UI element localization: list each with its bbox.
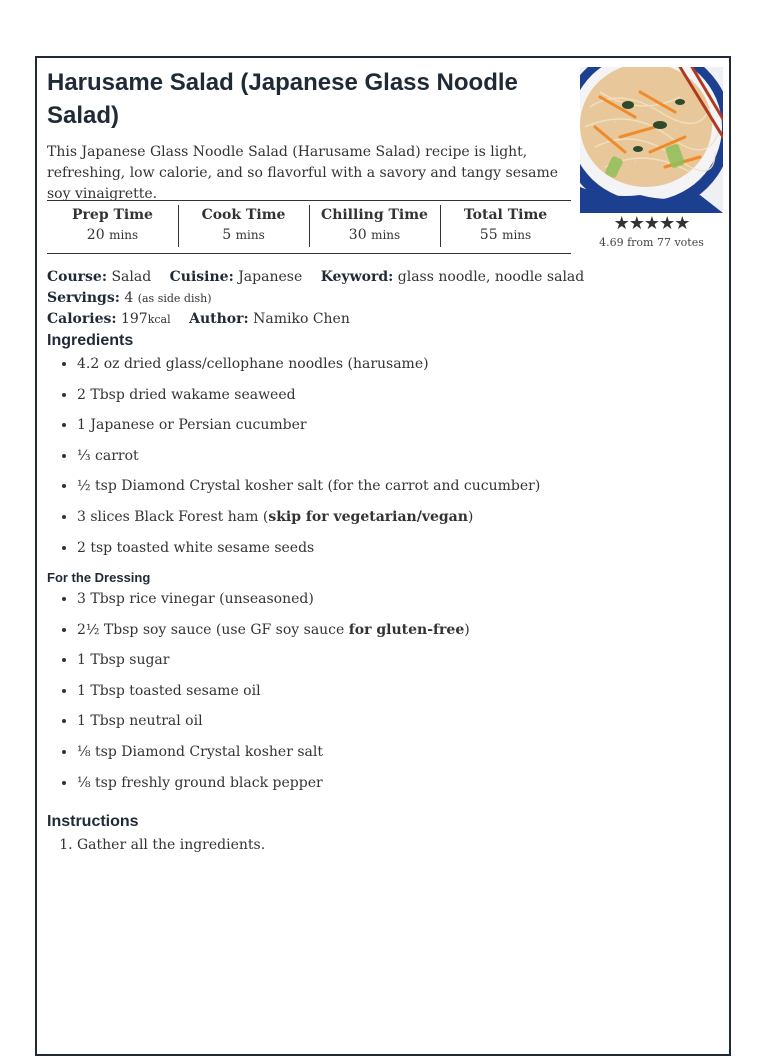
ingredient-item: • 1 Japanese or Persian cucumber [77, 415, 717, 435]
recipe-times [47, 200, 571, 254]
meta-calories: Calories: 197kcal [47, 311, 171, 327]
time-value: 55 mins [479, 227, 532, 243]
time-value: 20 mins [86, 227, 139, 243]
meta-cuisine: Cuisine: Japanese [169, 269, 303, 285]
ingredients-list [47, 354, 717, 568]
ingredient-item: • 4.2 oz dried glass/cellophane noodles (harusame) [77, 354, 717, 374]
ingredient-item: • 1 Tbsp toasted sesame oil [77, 681, 717, 701]
recipe-rating[interactable] [580, 214, 723, 249]
ingredient-item: • ½ tsp Diamond Crystal kosher salt (for the carrot and cucumber) [77, 476, 717, 496]
rating-stars[interactable]: ★★★★★ [613, 213, 690, 234]
time-label: Total Time [463, 207, 548, 223]
time-label: Chilling Time [321, 207, 428, 223]
rating-votes: 4.69 from 77 votes [599, 236, 704, 249]
ingredient-item: • 2 Tbsp dried wakame seaweed [77, 385, 717, 405]
ingredient-item: • 3 Tbsp rice vinegar (unseasoned) [77, 589, 717, 609]
ingredients-heading: Ingredients [47, 332, 134, 349]
meta-keyword: Keyword: glass noodle, noodle salad [320, 269, 585, 285]
meta-course: Course: Salad [47, 269, 152, 285]
time-label: Prep Time [72, 207, 153, 223]
ingredient-item: • 3 slices Black Forest ham (skip for vegetarian/vegan) [77, 507, 717, 527]
recipe-meta [47, 267, 717, 330]
time-label: Cook Time [201, 207, 286, 223]
time-total [440, 201, 571, 253]
instructions-heading: Instructions [47, 813, 139, 830]
ingredient-item: • 2½ Tbsp soy sauce (use GF soy sauce for gluten-free) [77, 620, 717, 640]
dressing-list [47, 589, 717, 803]
time-prep [47, 201, 178, 253]
ingredient-item: • ⅓ carrot [77, 446, 717, 466]
ingredient-item: • ⅛ tsp Diamond Crystal kosher salt [77, 742, 717, 762]
meta-author: Author: Namiko Chen [189, 311, 350, 327]
ingredient-item: • 1 Tbsp sugar [77, 650, 717, 670]
time-chilling [309, 201, 440, 253]
time-cook [178, 201, 309, 253]
instructions-list [47, 835, 717, 855]
dressing-heading: For the Dressing [47, 570, 151, 585]
noodle-salad-image [580, 67, 723, 213]
ingredient-item: • ⅛ tsp freshly ground black pepper [77, 773, 717, 793]
recipe-photo[interactable] [580, 67, 723, 213]
recipe-summary: This Japanese Glass Noodle Salad (Harusame Salad) recipe is light, refreshing, low calorie, and so flavorful with a savory and tangy sesame soy vinaigrette. [47, 144, 559, 202]
recipe-card [35, 56, 731, 1056]
instruction-step: 1. Gather all the ingredients. [77, 835, 717, 855]
ingredient-item: • 1 Tbsp neutral oil [77, 711, 717, 731]
ingredient-item: • 2 tsp toasted white sesame seeds [77, 538, 717, 558]
time-value: 5 mins [222, 227, 265, 243]
meta-servings[interactable]: Servings: 4 (as side dish) [47, 290, 212, 306]
time-value: 30 mins [348, 227, 401, 243]
recipe-title: Harusame Salad (Japanese Glass Noodle Salad) [47, 69, 518, 129]
